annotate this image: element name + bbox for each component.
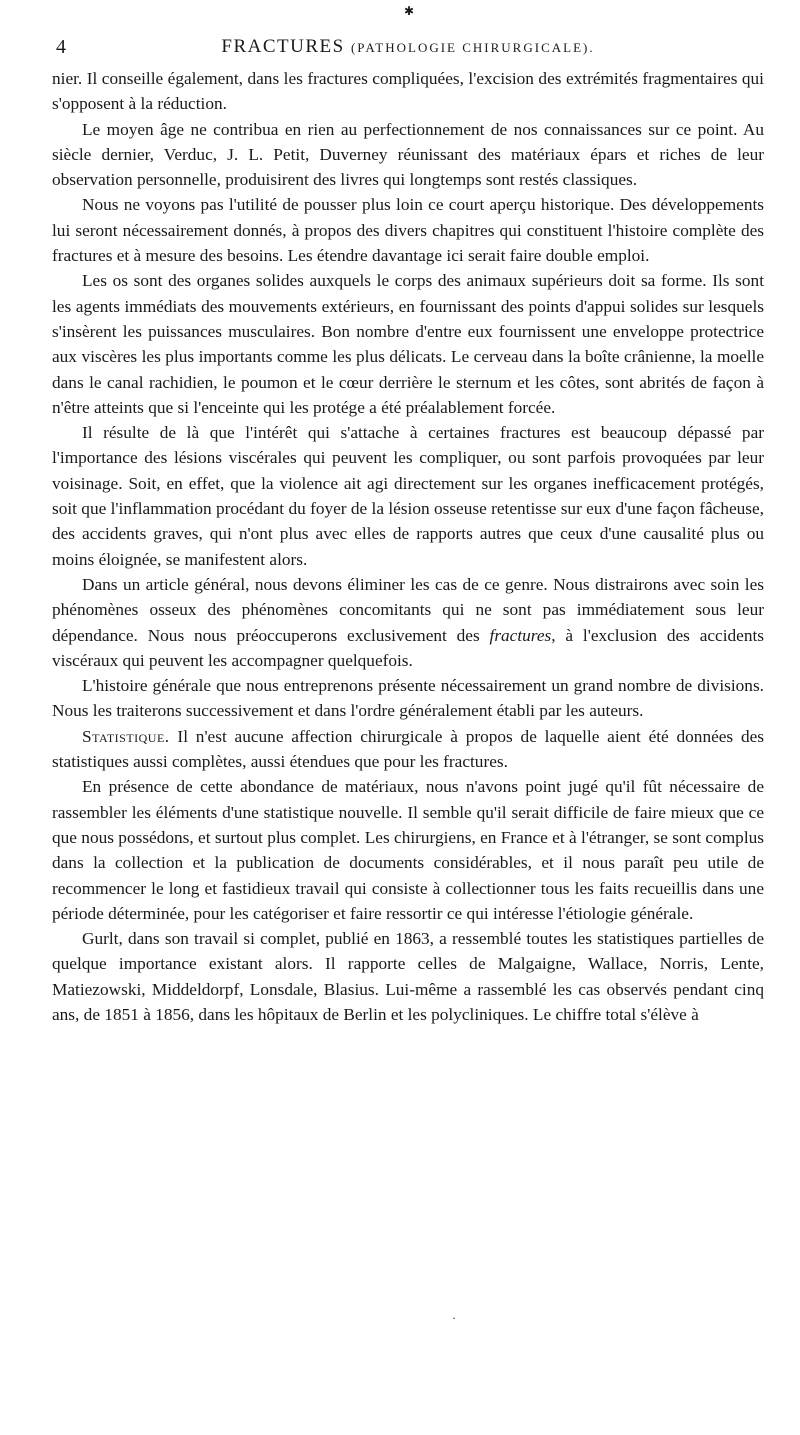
footer-mark: · bbox=[452, 1311, 456, 1325]
section-label-statistique: Statistique. bbox=[82, 726, 170, 746]
paragraph-text-after: , à l'exclusion des accidents viscéraux qui peuvent les accompagner quelquefois. bbox=[52, 625, 764, 670]
paragraph-text: En présence de cette abondance de matériaux, nous n'avons point jugé qu'il fût nécessaire de rassembler les éléments d'une statistique nouvelle. Il semble qu'il serait difficile de faire mieux que ce que nous possédons, et surtout plus complet. Les chirurgiens, en France et à l'étranger, se sont complus dans la collection et la publication de documents considérables, et il nous paraît peu utile de recommencer le long et fastidieux travail qui consiste à collectionner tous les faits recueillis dans une période déterminée, pour les catégoriser et faire ressortir ce qui intéresse l'étiologie générale. bbox=[52, 777, 764, 923]
paragraph-text: Il n'est aucune affection chirurgicale à propos de laquelle aient été données des statistiques aussi complètes, aussi étendues que pour les fractures. bbox=[52, 726, 764, 772]
paragraph-7 bbox=[52, 673, 764, 724]
ornament-mark: ✱ bbox=[404, 4, 416, 18]
paragraph-text: Il résulte de là que l'intérêt qui s'attache à certaines fractures est beaucoup dépassé par l'importance des lésions viscérales qui peuvent les compliquer, ou sont parfois provoquées par leur voisinage. Soit, en effet, que la violence ait agi directement sur les organes inefficacement protégés, soit que l'inflammation procédant du foyer de la lésion osseuse retentisse sur eux d'une façon fâcheuse, des accidents graves, qui n'ont plus avec elles de rapports autres que ceux d'une causalité plus ou moins éloignée, se manifestent alors. bbox=[52, 423, 764, 569]
paragraph-text: Gurlt, dans son travail si complet, publié en 1863, a ressemblé toutes les statistiques partielles de quelque importance existant alors. Il rapporte celles de Malgaigne, Wallace, Norris, Lente, Matiezowski, Middeldorpf, Lonsdale, Blasius. Lui-même a rassemblé les cas observés pendant cinq ans, de 1851 à 1856, dans les hôpitaux de Berlin et les polycliniques. Le chiffre total s'élève à bbox=[52, 929, 764, 1024]
paragraph-5 bbox=[52, 420, 764, 572]
page-number: 4 bbox=[56, 36, 68, 58]
paragraph-3 bbox=[52, 192, 764, 268]
paragraph-text: Les os sont des organes solides auxquels le corps des animaux supérieurs doit sa forme. Ils sont les agents immédiats des mouvements extérieurs, en fournissant des points d'appui solides sur lesquels s'insèrent les puissances musculaires. Bon nombre d'entre eux fournissent une enveloppe protectrice aux viscères les plus importants comme les plus délicats. Le cerveau dans la boîte crânienne, la moelle dans le canal rachidien, le poumon et le cœur derrière le sternum et les côtes, sont abrités de façon à n'être atteints que si l'enceinte qui les protége a été préalablement forcée. bbox=[52, 271, 764, 417]
emphasis-fractures: fractures bbox=[489, 625, 552, 645]
paragraph-text: L'histoire générale que nous entreprenons présente nécessairement un grand nombre de divisions. Nous les traiterons successivement et dans l'ordre généralement établi par les auteurs. bbox=[52, 676, 764, 721]
running-head-title: FRACTURES bbox=[221, 36, 345, 57]
paragraph-text: Le moyen âge ne contribua en rien au perfectionnement de nos connaissances sur ce point. Au siècle dernier, Verduc, J. L. Petit, Duverney réunissant des matériaux épars et riches de leur observation personnelle, produisirent des livres qui longtemps sont restés classiques. bbox=[52, 119, 764, 190]
running-head bbox=[52, 4, 764, 66]
paragraph-text: Nous ne voyons pas l'utilité de pousser plus loin ce court aperçu historique. Des développements lui seront nécessairement donnés, à propos des divers chapitres qui constituent l'histoire complète des fractures et à mesure des besoins. Les étendre davantage ici serait faire double emploi. bbox=[52, 195, 764, 266]
document-page bbox=[52, 4, 764, 1027]
paragraph-6 bbox=[52, 572, 764, 673]
running-head-subtitle: (PATHOLOGIE CHIRURGICALE). bbox=[350, 40, 595, 55]
paragraph-2 bbox=[52, 117, 764, 193]
paragraph-4 bbox=[52, 268, 764, 420]
paragraph-8 bbox=[52, 724, 764, 775]
paragraph-text: nier. Il conseille également, dans les fractures compliquées, l'excision des extrémités fragmentaires qui s'opposent à la réduction. bbox=[52, 69, 764, 114]
paragraph-text-before: Dans un article général, nous devons éliminer les cas de ce genre. Nous distrairons avec soin les phénomènes osseux des phénomènes concomitants qui ne sont pas immédiatement sous leur dépendance. Nous nous préoccuperons exclusivement des bbox=[52, 574, 764, 645]
paragraph-1 bbox=[52, 66, 764, 117]
paragraph-10 bbox=[52, 926, 764, 1027]
paragraph-9 bbox=[52, 774, 764, 926]
